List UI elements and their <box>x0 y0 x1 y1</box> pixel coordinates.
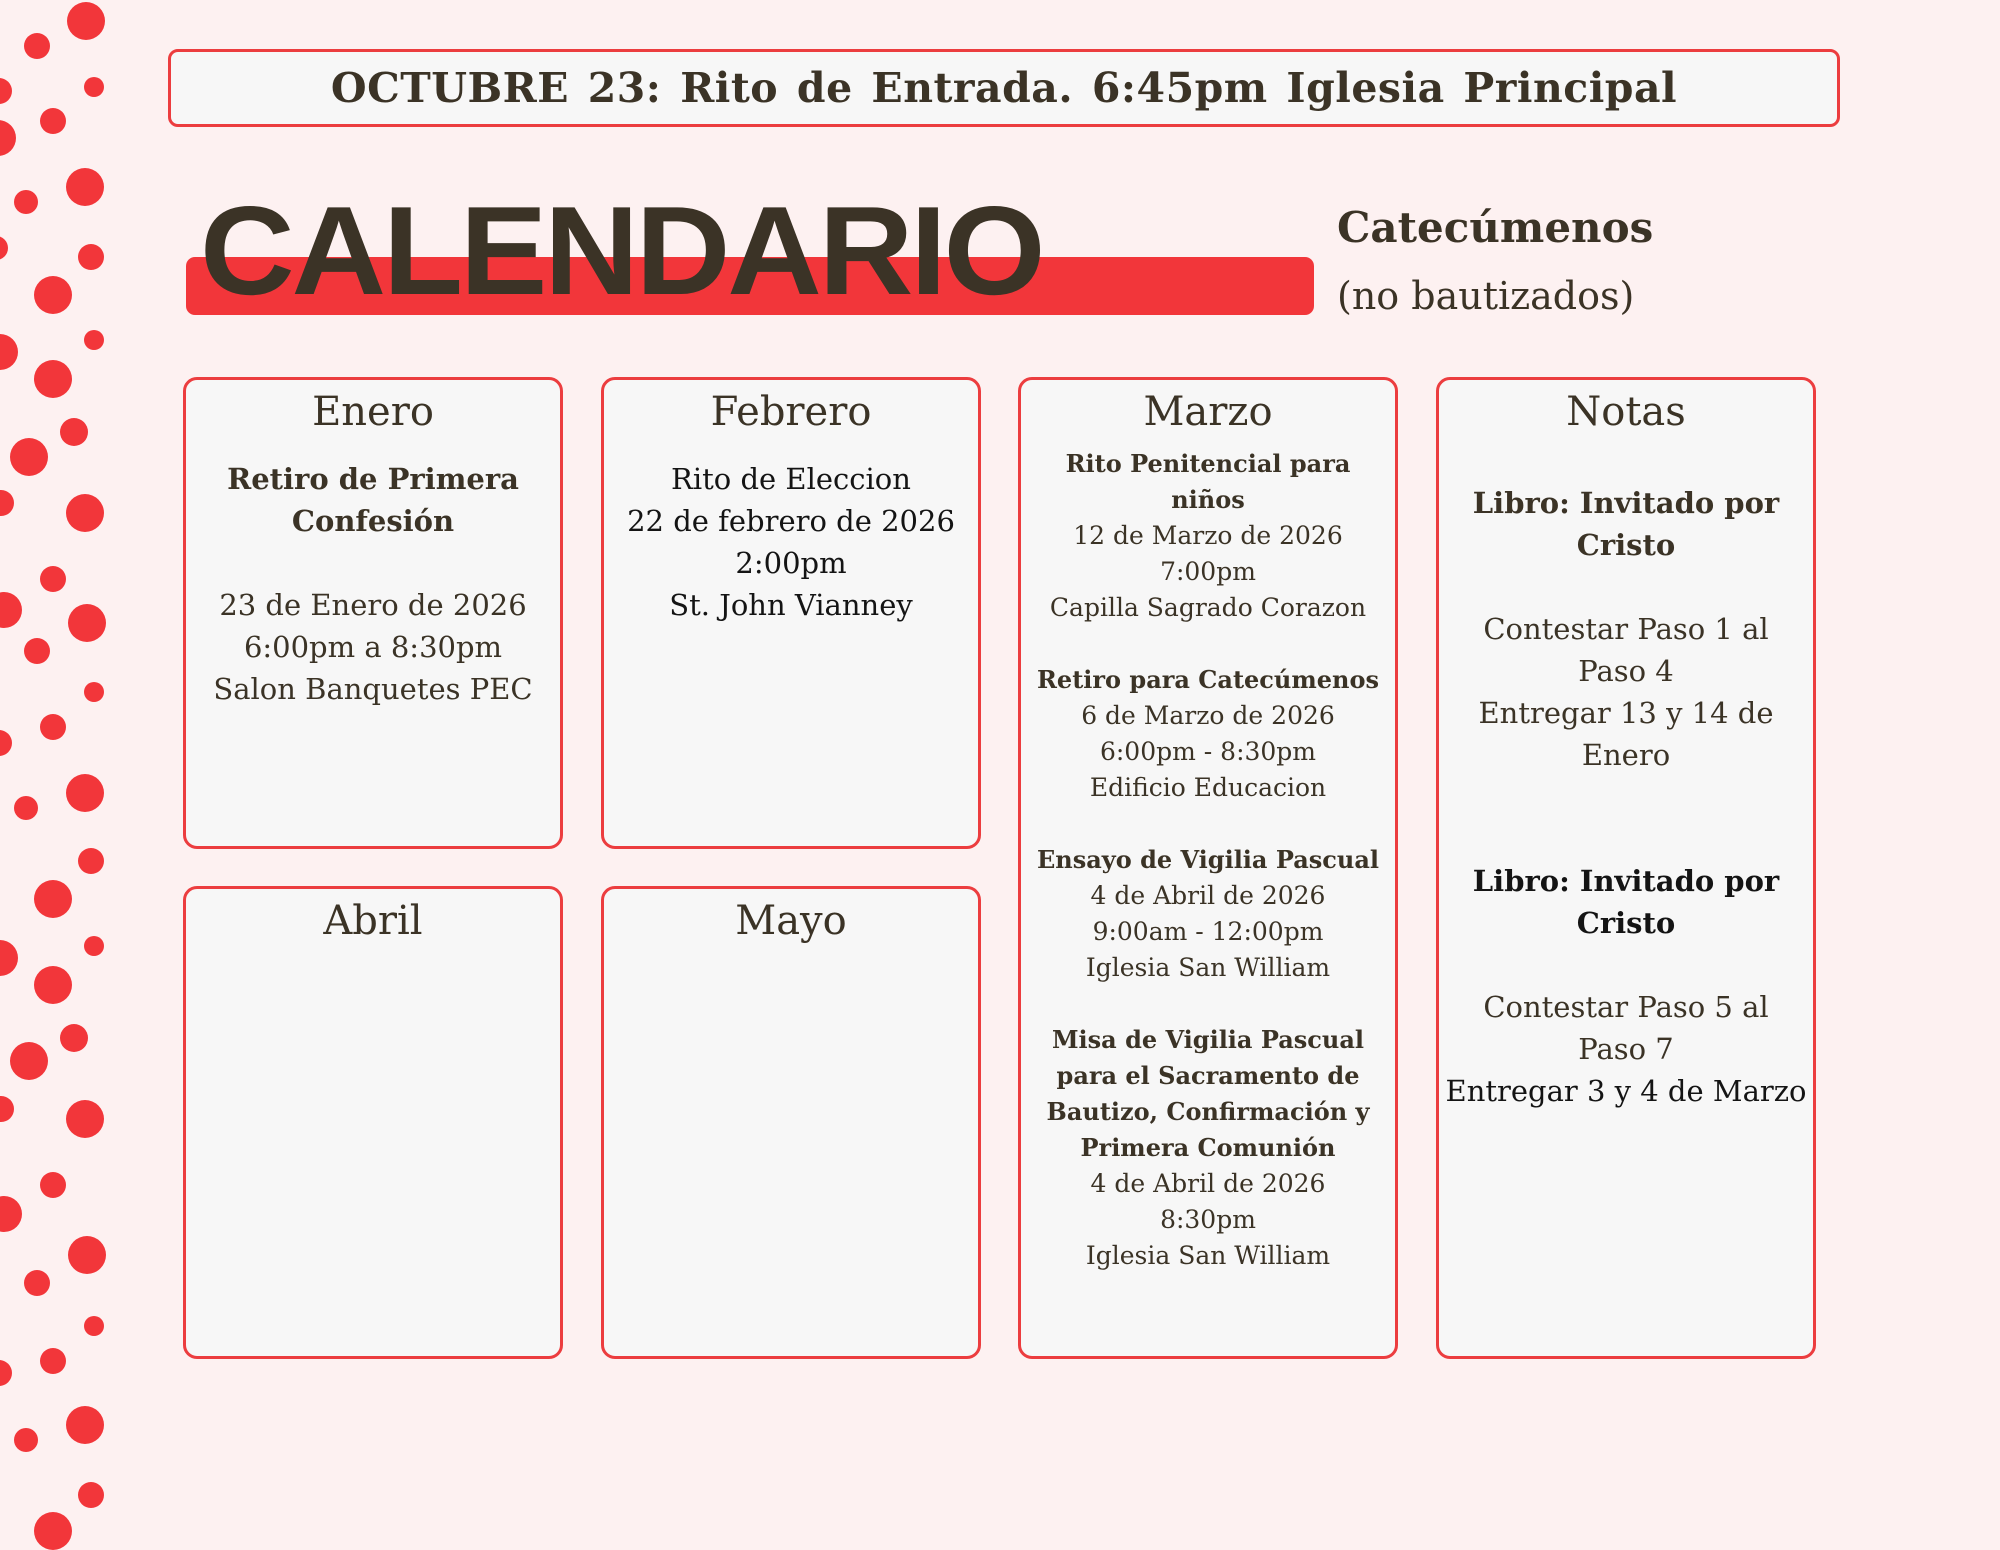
dot <box>60 418 88 446</box>
dot <box>68 1236 106 1274</box>
note-task: Paso 4 <box>1578 654 1674 688</box>
dot <box>66 1100 104 1138</box>
dot <box>0 78 12 104</box>
event-place: Edificio Educacion <box>1089 773 1327 802</box>
event-title: Primera Comunión <box>1080 1133 1336 1162</box>
dot <box>66 168 104 206</box>
dot <box>34 360 72 398</box>
dot <box>66 1406 104 1444</box>
dot <box>66 774 104 812</box>
event-title: para el Sacramento de <box>1056 1061 1360 1090</box>
event-date: 4 de Abril de 2026 <box>1090 881 1326 910</box>
event-date: 6 de Marzo de 2026 <box>1081 701 1335 730</box>
dot <box>78 244 104 270</box>
card-enero <box>183 377 563 849</box>
card-abril <box>183 886 563 1359</box>
event-time: 6:00pm - 8:30pm <box>1099 737 1317 766</box>
note-book-title: Cristo <box>1576 906 1676 940</box>
decorative-dots <box>0 0 130 1545</box>
event-place: Iglesia San William <box>1085 1241 1331 1270</box>
event-title: Misa de Vigilia Pascual <box>1051 1025 1365 1054</box>
notes-heading: Notas <box>1566 389 1686 435</box>
dot <box>24 638 50 664</box>
event-date: 22 de febrero de 2026 <box>627 504 955 538</box>
dot <box>84 682 104 702</box>
note-task: Contestar Paso 5 al <box>1483 990 1769 1024</box>
dot <box>34 276 72 314</box>
dot <box>0 1360 12 1386</box>
note-book-title: Libro: Invitado por <box>1472 864 1780 898</box>
dot <box>14 796 38 820</box>
event-title: Retiro para Catecúmenos <box>1036 665 1379 694</box>
dot <box>10 1042 48 1080</box>
event-time: 7:00pm <box>1160 557 1256 586</box>
dot <box>34 880 72 918</box>
dot <box>0 236 8 260</box>
dot <box>34 1512 72 1550</box>
card-marzo <box>1018 377 1398 1359</box>
event-time: 9:00am - 12:00pm <box>1092 917 1324 946</box>
month-heading: Mayo <box>735 898 847 944</box>
dot <box>40 1172 66 1198</box>
note-book-title: Libro: Invitado por <box>1472 486 1780 520</box>
event-title: Confesión <box>291 504 455 538</box>
dot <box>40 108 66 134</box>
event-place: St. John Vianney <box>669 588 913 622</box>
dot <box>24 33 50 59</box>
month-heading: Abril <box>323 898 423 944</box>
card-mayo <box>601 886 981 1359</box>
dot <box>0 940 18 976</box>
dot <box>84 77 104 97</box>
event-title: Ensayo de Vigilia Pascual <box>1036 845 1380 874</box>
dot <box>0 120 16 156</box>
event-title: Rito de Eleccion <box>671 462 911 496</box>
note-deliver: Entregar 3 y 4 de Marzo <box>1445 1074 1807 1108</box>
month-heading: Enero <box>312 389 434 435</box>
event-place: Iglesia San William <box>1085 953 1331 982</box>
dot <box>67 2 105 40</box>
dot <box>14 1428 38 1452</box>
dot <box>68 604 106 642</box>
subtitle-catecumenos: Catecúmenos <box>1337 203 1654 252</box>
dot <box>10 438 48 476</box>
note-task: Paso 7 <box>1578 1032 1674 1066</box>
dot <box>0 1196 22 1232</box>
dot <box>40 714 66 740</box>
event-title: Rito Penitencial para <box>1065 449 1351 478</box>
event-date: 12 de Marzo de 2026 <box>1073 521 1343 550</box>
event-date: 23 de Enero de 2026 <box>219 588 527 622</box>
event-place: Capilla Sagrado Corazon <box>1049 593 1367 622</box>
event-date: 4 de Abril de 2026 <box>1090 1169 1326 1198</box>
event-title: Bautizo, Confirmación y <box>1046 1097 1370 1126</box>
note-deliver: Entregar 13 y 14 de Enero <box>1478 696 1774 772</box>
dot <box>0 592 22 628</box>
dot <box>0 334 18 370</box>
month-heading: Febrero <box>710 389 872 435</box>
dot <box>66 494 104 532</box>
event-time: 2:00pm <box>735 546 847 580</box>
dot <box>40 1348 66 1374</box>
note-task: Contestar Paso 1 al <box>1483 612 1769 646</box>
month-heading: Marzo <box>1143 389 1273 435</box>
dot <box>84 936 104 956</box>
dot <box>14 190 38 214</box>
card-febrero <box>601 377 981 849</box>
dot <box>78 1482 104 1508</box>
card-notas <box>1436 377 1816 1359</box>
dot <box>0 1096 14 1122</box>
dot <box>78 848 104 874</box>
event-title: niños <box>1171 485 1245 514</box>
dot <box>0 490 14 516</box>
dot <box>84 1316 104 1336</box>
event-banner: OCTUBRE 23: Rito de Entrada. 6:45pm Iglesia Principal <box>168 49 1840 127</box>
event-place: Salon Banquetes PEC <box>213 672 533 706</box>
dot <box>34 966 72 1004</box>
dot <box>40 566 66 592</box>
subtitle-no-bautizados: (no bautizados) <box>1337 274 1635 318</box>
page-title: CALENDARIO <box>200 180 1043 321</box>
dot <box>84 330 104 350</box>
event-time: 8:30pm <box>1160 1205 1256 1234</box>
note-book-title: Cristo <box>1576 528 1676 562</box>
event-time: 6:00pm a 8:30pm <box>243 630 503 664</box>
dot <box>24 1270 50 1296</box>
event-title: Retiro de Primera <box>227 462 519 496</box>
dot <box>60 1024 88 1052</box>
dot <box>0 730 12 756</box>
